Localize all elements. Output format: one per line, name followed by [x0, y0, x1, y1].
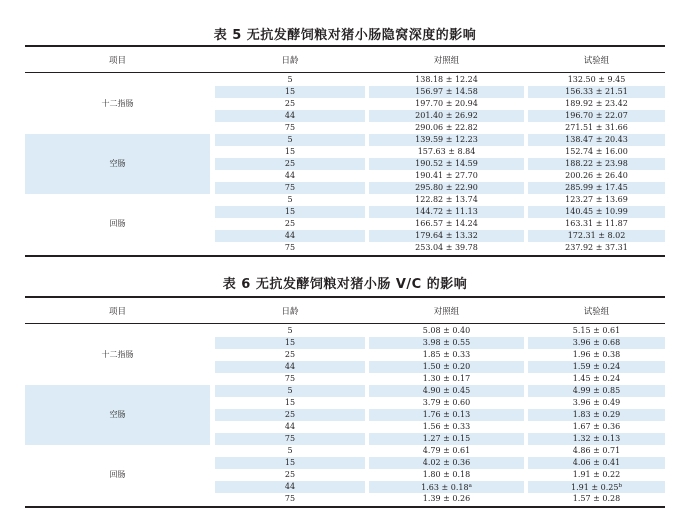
cell-trial: [528, 385, 665, 397]
cell-control: [369, 421, 524, 433]
table-row: [215, 182, 665, 194]
cell-day: [215, 74, 365, 86]
cell-value: 138.47 ± 20.43: [565, 135, 628, 144]
cell-day: [215, 445, 365, 457]
table-header-rule: [25, 72, 665, 73]
cell-control: [369, 385, 524, 397]
cell-day: [215, 122, 365, 134]
cell-control: [369, 194, 524, 206]
cell-value: 1.76 ± 0.13: [422, 410, 471, 419]
cell-control: [369, 325, 524, 337]
cell-value: 5: [287, 446, 293, 455]
cell-trial: [528, 361, 665, 373]
cell-value: 44: [284, 171, 296, 180]
cell-value: 44: [284, 111, 296, 120]
cell-trial: [528, 182, 665, 194]
cell-day: [215, 134, 365, 146]
row-group: [25, 74, 665, 134]
cell-day: [215, 433, 365, 445]
cell-value: 75: [284, 243, 296, 252]
table-row: [215, 86, 665, 98]
cell-value: 4.99 ± 0.85: [572, 386, 621, 395]
table-row: [215, 170, 665, 182]
table-row: [215, 325, 665, 337]
header-day: 日龄: [281, 307, 299, 317]
cell-trial: [528, 146, 665, 158]
cell-value: 1.85 ± 0.33: [422, 350, 471, 359]
cell-control: [369, 134, 524, 146]
cell-trial: [528, 158, 665, 170]
cell-day: [215, 146, 365, 158]
table-row: [215, 134, 665, 146]
cell-trial: [528, 409, 665, 421]
cell-value: 75: [284, 434, 296, 443]
cell-value: 5.08 ± 0.40: [422, 326, 471, 335]
cell-value: 1.39 ± 0.26: [422, 494, 471, 503]
group-label: 回肠: [109, 219, 126, 228]
cell-value: 1.80 ± 0.18: [422, 470, 471, 479]
cell-value: 15: [284, 398, 296, 407]
table-row: [215, 349, 665, 361]
cell-day: [215, 242, 365, 254]
cell-value: 1.30 ± 0.17: [422, 374, 471, 383]
cell-value: 122.82 ± 13.74: [415, 195, 478, 204]
table-row: [215, 469, 665, 481]
table-row: [215, 218, 665, 230]
cell-value: 200.26 ± 26.40: [565, 171, 628, 180]
cell-value: 4.90 ± 0.45: [422, 386, 471, 395]
table-row: [215, 493, 665, 505]
cell-control: [369, 481, 524, 493]
cell-day: [215, 469, 365, 481]
cell-trial: [528, 110, 665, 122]
cell-value: 1.96 ± 0.38: [572, 350, 621, 359]
header-day: 日龄: [281, 56, 299, 66]
cell-day: [215, 421, 365, 433]
cell-value: 157.63 ± 8.84: [417, 147, 476, 156]
cell-control: [369, 74, 524, 86]
cell-control: [369, 206, 524, 218]
cell-value: 1.63 ± 0.18: [421, 483, 469, 492]
table-header-rule: [25, 323, 665, 324]
cell-value: 156.97 ± 14.58: [415, 87, 478, 96]
cell-value: 44: [284, 231, 296, 240]
cell-control: [369, 86, 524, 98]
cell-trial: [528, 206, 665, 218]
cell-value: 290.06 ± 22.82: [415, 123, 478, 132]
cell-control: [369, 349, 524, 361]
cell-trial: [528, 397, 665, 409]
cell-day: [215, 206, 365, 218]
table-header: [25, 45, 665, 72]
cell-day: [215, 481, 365, 493]
cell-value: 140.45 ± 10.99: [565, 207, 628, 216]
header-trial: 试验组: [583, 56, 610, 66]
cell-value: 44: [284, 482, 296, 491]
cell-trial: [528, 242, 665, 254]
cell-day: [215, 397, 365, 409]
cell-trial: [528, 170, 665, 182]
cell-value: 15: [284, 338, 296, 347]
cell-value: 1.67 ± 0.36: [572, 422, 621, 431]
cell-value: 4.79 ± 0.61: [422, 446, 471, 455]
table-bottom-rule: [25, 506, 665, 508]
cell-trial: [528, 86, 665, 98]
cell-day: [215, 182, 365, 194]
header-control: 对照组: [433, 307, 460, 317]
row-group: [25, 385, 665, 445]
cell-day: [215, 98, 365, 110]
cell-value: 25: [284, 159, 296, 168]
cell-value: 1.59 ± 0.24: [572, 362, 621, 371]
table5-title: 表 5 无抗发酵饲粮对猪小肠隐窝深度的影响: [213, 28, 477, 43]
cell-day: [215, 218, 365, 230]
cell-value: 25: [284, 410, 296, 419]
row-group: [25, 445, 665, 505]
cell-control: [369, 469, 524, 481]
cell-trial: [528, 98, 665, 110]
cell-trial: [528, 218, 665, 230]
table-row: [215, 457, 665, 469]
cell-value: 172.31 ± 8.02: [567, 231, 626, 240]
header-control: 对照组: [433, 56, 460, 66]
cell-value: 156.33 ± 21.51: [565, 87, 628, 96]
table-row: [215, 74, 665, 86]
cell-value: 138.18 ± 12.24: [415, 75, 478, 84]
cell-control: [369, 230, 524, 242]
cell-value: 1.83 ± 0.29: [572, 410, 621, 419]
cell-value: 4.86 ± 0.71: [572, 446, 621, 455]
cell-day: [215, 361, 365, 373]
cell-trial: [528, 481, 665, 493]
cell-trial: [528, 445, 665, 457]
table-row: [215, 230, 665, 242]
cell-value: 1.56 ± 0.33: [422, 422, 471, 431]
cell-value: 152.74 ± 16.00: [565, 147, 628, 156]
cell-value: 295.80 ± 22.90: [415, 183, 478, 192]
table-row: [215, 481, 665, 493]
cell-value: 123.27 ± 13.69: [565, 195, 628, 204]
table-row: [215, 122, 665, 134]
cell-control: [369, 110, 524, 122]
table-row: [215, 98, 665, 110]
cell-day: [215, 349, 365, 361]
group-label: 十二指肠: [101, 350, 134, 359]
cell-day: [215, 194, 365, 206]
cell-value: 1.91 ± 0.25: [571, 483, 619, 492]
table-row: [215, 397, 665, 409]
cell-value: 75: [284, 183, 296, 192]
cell-value: 3.79 ± 0.60: [422, 398, 471, 407]
cell-control: [369, 182, 524, 194]
table-row: [215, 146, 665, 158]
significance-superscript: b: [618, 483, 622, 489]
group-label: 回肠: [109, 470, 126, 479]
cell-value: 5: [287, 386, 293, 395]
cell-value: 1.57 ± 0.28: [572, 494, 621, 503]
table-row: [215, 373, 665, 385]
cell-trial: [528, 493, 665, 505]
table-row: [215, 110, 665, 122]
cell-day: [215, 325, 365, 337]
cell-value: 201.40 ± 26.92: [415, 111, 478, 120]
cell-value: 179.64 ± 13.32: [415, 231, 478, 240]
group-label: 空肠: [109, 410, 126, 419]
significance-superscript: a: [468, 483, 472, 489]
cell-control: [369, 122, 524, 134]
table-row: [215, 433, 665, 445]
cell-value: 1.50 ± 0.20: [422, 362, 471, 371]
cell-trial: [528, 349, 665, 361]
cell-day: [215, 337, 365, 349]
cell-value: 190.41 ± 27.70: [415, 171, 478, 180]
cell-trial: [528, 373, 665, 385]
group-label: 空肠: [109, 159, 126, 168]
cell-value: 1.27 ± 0.15: [422, 434, 471, 443]
table-header: [25, 296, 665, 323]
cell-value: 5: [287, 326, 293, 335]
row-group: [25, 194, 665, 254]
cell-day: [215, 493, 365, 505]
cell-value: 144.72 ± 11.13: [415, 207, 478, 216]
table-row: [215, 385, 665, 397]
cell-trial: [528, 230, 665, 242]
cell-control: [369, 146, 524, 158]
table-row: [215, 421, 665, 433]
cell-value: 15: [284, 147, 296, 156]
cell-value: 132.50 ± 9.45: [567, 75, 626, 84]
cell-value: 5: [287, 135, 293, 144]
cell-day: [215, 409, 365, 421]
cell-value: 253.04 ± 39.78: [415, 243, 478, 252]
cell-value: 44: [284, 422, 296, 431]
cell-value: 25: [284, 470, 296, 479]
cell-value: 75: [284, 123, 296, 132]
header-item: 项目: [108, 56, 126, 66]
cell-day: [215, 110, 365, 122]
header-item: 项目: [108, 307, 126, 317]
cell-value: 166.57 ± 14.24: [415, 219, 478, 228]
cell-value: 44: [284, 362, 296, 371]
cell-control: [369, 242, 524, 254]
cell-value: 1.91 ± 0.22: [572, 470, 621, 479]
cell-value: 15: [284, 87, 296, 96]
cell-control: [369, 98, 524, 110]
cell-value: 3.96 ± 0.49: [572, 398, 621, 407]
table-row: [215, 206, 665, 218]
cell-control: [369, 445, 524, 457]
cell-value: 285.99 ± 17.45: [565, 183, 628, 192]
cell-trial: [528, 337, 665, 349]
cell-value: 75: [284, 494, 296, 503]
cell-value: 1.32 ± 0.13: [572, 434, 621, 443]
cell-control: [369, 218, 524, 230]
cell-value: 3.98 ± 0.55: [422, 338, 471, 347]
cell-value: 5: [287, 75, 293, 84]
cell-value: 15: [284, 207, 296, 216]
cell-control: [369, 170, 524, 182]
cell-value: 4.06 ± 0.41: [572, 458, 621, 467]
cell-value: 196.70 ± 22.07: [565, 111, 628, 120]
table-row: [215, 194, 665, 206]
cell-trial: [528, 469, 665, 481]
row-group: [25, 325, 665, 385]
cell-trial: [528, 325, 665, 337]
cell-value: 163.31 ± 11.87: [565, 219, 628, 228]
cell-day: [215, 373, 365, 385]
cell-trial: [528, 134, 665, 146]
cell-value: 1.45 ± 0.24: [572, 374, 621, 383]
header-trial: 试验组: [583, 307, 610, 317]
cell-value: 75: [284, 374, 296, 383]
cell-value: 5.15 ± 0.61: [572, 326, 621, 335]
cell-value: 190.52 ± 14.59: [415, 159, 478, 168]
cell-trial: [528, 457, 665, 469]
cell-control: [369, 457, 524, 469]
table-row: [215, 361, 665, 373]
table-row: [215, 337, 665, 349]
cell-value: 25: [284, 99, 296, 108]
group-label: 十二指肠: [101, 99, 134, 108]
cell-day: [215, 230, 365, 242]
cell-value: 197.70 ± 20.94: [415, 99, 478, 108]
cell-value: 5: [287, 195, 293, 204]
cell-value: 25: [284, 350, 296, 359]
cell-trial: [528, 194, 665, 206]
cell-control: [369, 493, 524, 505]
cell-control: [369, 397, 524, 409]
table-row: [215, 158, 665, 170]
cell-control: [369, 373, 524, 385]
cell-value: 3.96 ± 0.68: [572, 338, 621, 347]
cell-value: 15: [284, 458, 296, 467]
cell-trial: [528, 74, 665, 86]
cell-control: [369, 361, 524, 373]
cell-trial: [528, 122, 665, 134]
cell-day: [215, 457, 365, 469]
table-bottom-rule: [25, 255, 665, 257]
cell-day: [215, 158, 365, 170]
cell-value: 25: [284, 219, 296, 228]
cell-value: 139.59 ± 12.23: [415, 135, 478, 144]
cell-trial: [528, 421, 665, 433]
cell-value: 271.51 ± 31.66: [565, 123, 628, 132]
cell-control: [369, 433, 524, 445]
table6-title: 表 6 无抗发酵饲粮对猪小肠 V/C 的影响: [222, 277, 468, 292]
table-row: [215, 445, 665, 457]
table-row: [215, 242, 665, 254]
cell-value: 4.02 ± 0.36: [422, 458, 471, 467]
cell-control: [369, 409, 524, 421]
cell-trial: [528, 433, 665, 445]
cell-value: 189.92 ± 23.42: [565, 99, 628, 108]
table-row: [215, 409, 665, 421]
cell-control: [369, 158, 524, 170]
cell-control: [369, 337, 524, 349]
row-group: [25, 134, 665, 194]
cell-day: [215, 170, 365, 182]
cell-value: 188.22 ± 23.98: [565, 159, 628, 168]
cell-day: [215, 86, 365, 98]
cell-day: [215, 385, 365, 397]
cell-value: 237.92 ± 37.31: [565, 243, 628, 252]
